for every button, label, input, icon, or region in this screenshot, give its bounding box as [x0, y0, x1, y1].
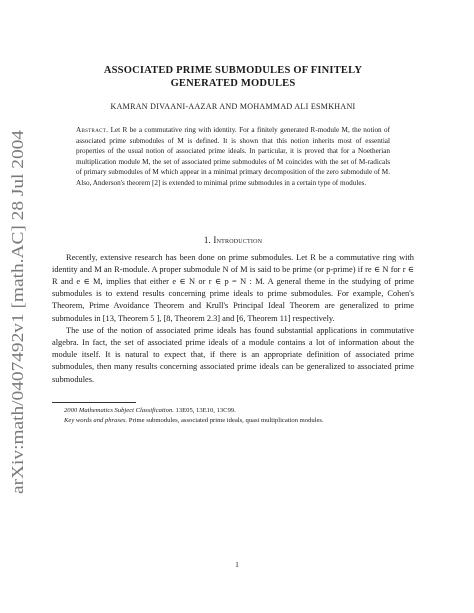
keywords-label: Key words and phrases.: [64, 416, 128, 424]
msc-codes: 13E05, 13E10, 13C99.: [175, 406, 236, 414]
paper-authors: KAMRAN DIVAANI-AAZAR AND MOHAMMAD ALI ESMKHANI: [110, 102, 356, 111]
title-line-1: ASSOCIATED PRIME SUBMODULES OF FINITELY: [103, 65, 363, 76]
arxiv-stamp-svg: [2, 128, 32, 498]
arxiv-identifier-stamp: [2, 128, 32, 498]
arxiv-id-text: arXiv:math/0407492v1 [math.AC] 28 Jul 2004: [8, 174, 27, 494]
abstract-text: Let R be a commutative ring with identity. For a finitely generated R-module M, the notion of associated prime submodules of M is defined. It is shown that this notion inherits most of essential properties of the usual notion of associated prime ideals. In particular, it is proved that for a Noetherian multiplication module M, the set of associated prime submodules of M coincides with the set of M-radicals of primary submodules of M which appear in a minimal primary decomposition of the zero submodule of M. Also, Anderson's theorem [2] is extended to minimal prime submodules in a certain type of modules.: [76, 126, 390, 187]
section-heading-introduction: 1. Introduction: [203, 234, 263, 245]
page-number: 1: [235, 560, 239, 569]
keywords-text: Prime submodules, associated prime ideals, quasi multiplication modules.: [128, 416, 324, 424]
title-line-2: GENERATED MODULES: [170, 78, 296, 89]
abstract-label: Abstract.: [76, 126, 109, 134]
footnote-divider: [52, 402, 136, 403]
paper-body: [52, 64, 414, 426]
intro-paragraph-1: Recently, extensive research has been done on prime submodules. Let R be a commutative ring with identity and M an R-module. A proper submodule N of M is said to be prime (or p-prime) if re ∈ N for r ∈ R and e ∈ M, implies that either e ∈ N or r ∈ p = N : M. A general theme in the studying of prime submodules is to extend results concerning prime ideals to prime submodules. For example, Cohen's Theorem, Prime Avoidance Theorem and Krull's Principal Ideal Theorem are generalized to prime submodules in [13, Theorem 5 ], [8, Theorem 2.3] and [6, Theorem 11] respectively.: [52, 252, 414, 323]
paper-title: [52, 64, 414, 90]
msc-label: 2000 Mathematics Subject Classification.: [64, 406, 174, 414]
abstract: [76, 125, 390, 189]
footnote-keywords: [52, 416, 414, 426]
footnote-msc: [52, 406, 414, 416]
intro-paragraph-2: The use of the notion of associated prime ideals has found substantial applications in commutative algebra. In fact, the set of associated prime ideals of a module contains a lot of information about the module itself. It is natural to expect that, if there is an appropriate definition of associated prime submodules, then many results concerning associated prime ideals can be generalized to associated prime submodules.: [52, 325, 414, 384]
